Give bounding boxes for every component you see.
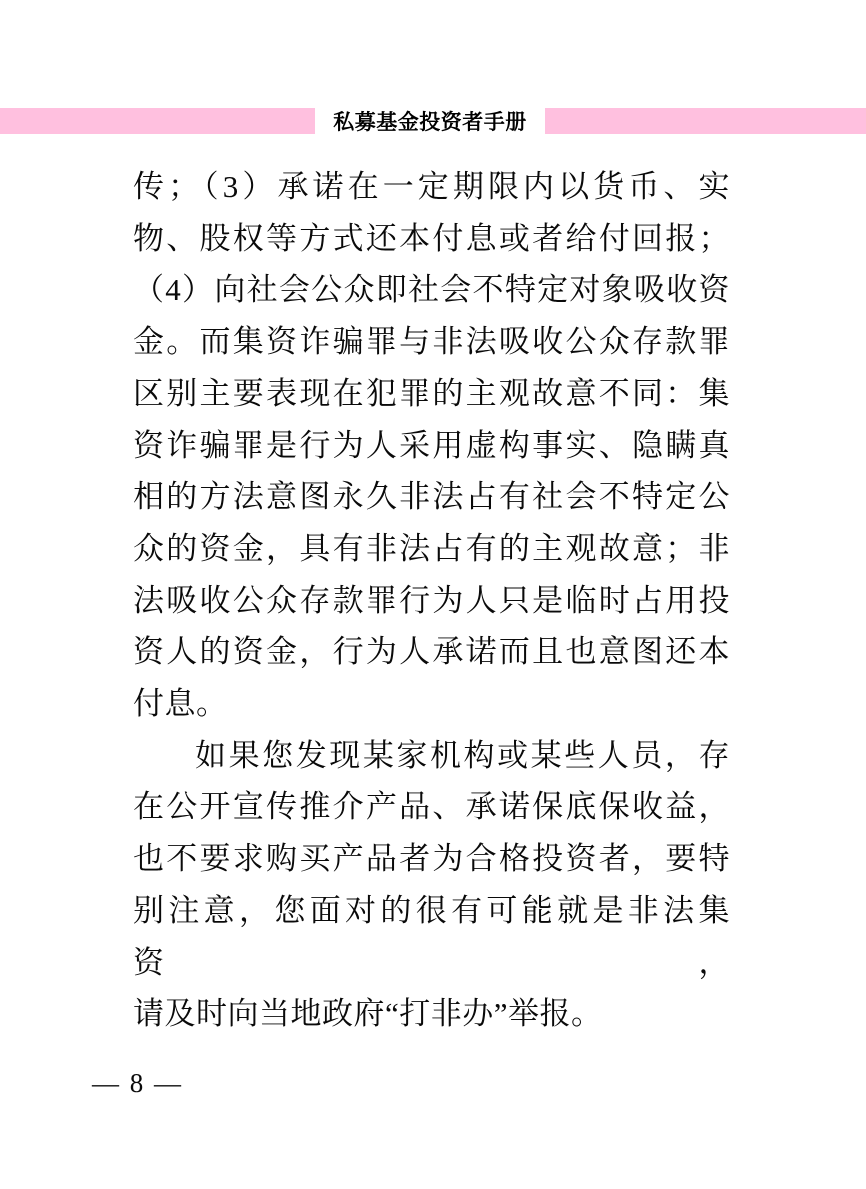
- text-line: 资人的资金，行为人承诺而且也意图还本: [133, 634, 730, 670]
- text-line: 请及时向当地政府“打非办”举报。: [133, 996, 603, 1032]
- text-line: 如果您发现某家机构或某些人员，存: [195, 737, 730, 773]
- page-header: [315, 103, 545, 139]
- text-line: 金。而集资诈骗罪与非法吸收公众存款罪: [133, 324, 730, 360]
- text-line: 众的资金，具有非法占有的主观故意；非: [133, 530, 730, 566]
- text-line: 付息。: [133, 686, 228, 722]
- text-line: 别注意，您面对的很有可能就是非法集资，: [133, 892, 730, 980]
- text-line: 在公开宣传推介产品、承诺保底保收益，: [133, 789, 730, 825]
- text-line: 法吸收公众存款罪行为人只是临时占用投: [133, 582, 730, 618]
- text-line: （4）向社会公众即社会不特定对象吸收资: [133, 272, 730, 308]
- text-line: 相的方法意图永久非法占有社会不特定公: [133, 479, 730, 515]
- text-line: 物、股权等方式还本付息或者给付回报；: [133, 220, 730, 256]
- text-line: 也不要求购买产品者为合格投资者，要特: [133, 841, 730, 877]
- body-text: [133, 161, 730, 1040]
- page-header-title: 私募基金投资者手册: [333, 111, 527, 134]
- text-line: 资诈骗罪是行为人采用虚构事实、隐瞒真: [133, 427, 730, 463]
- text-line: 传；（3）承诺在一定期限内以货币、实: [133, 169, 730, 204]
- text-line: 区别主要表现在犯罪的主观故意不同：集: [133, 375, 730, 411]
- page-number: — 8 —: [92, 1068, 183, 1098]
